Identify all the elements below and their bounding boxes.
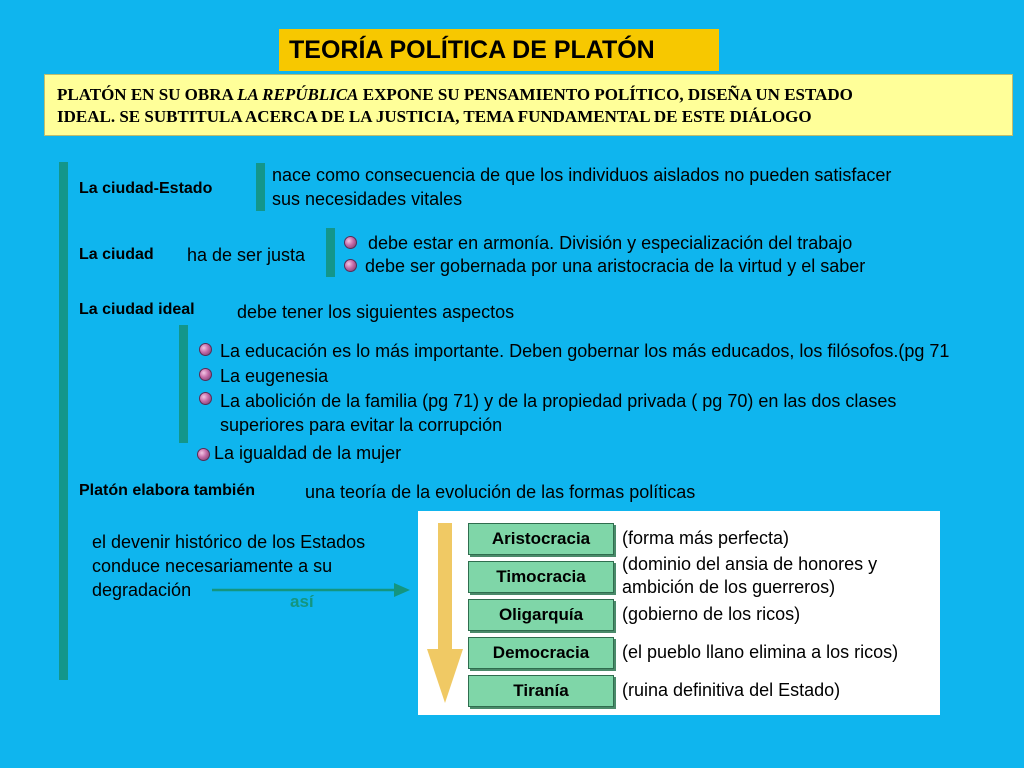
down-arrow-icon <box>426 523 466 705</box>
aspect-3: La abolición de la familia (pg 71) y de la propiedad privada ( pg 70) en las dos clases <box>220 391 897 411</box>
ciudad-ideal-label: La ciudad ideal <box>79 301 195 318</box>
bullet-icon <box>344 236 357 249</box>
aspect-igualdad: La igualdad de la mujer <box>214 443 402 463</box>
devenir-line-3: degradación <box>92 580 192 600</box>
ciudad-ideal-bar <box>179 325 188 443</box>
main-vertical-bar <box>59 162 68 680</box>
bullet-icon <box>344 259 357 272</box>
ciudad-estado-line-1: nace como consecuencia de que los individuos aislados no pueden satisfacer <box>272 165 892 185</box>
stage-tirania: Tiranía <box>468 675 614 707</box>
ciudad-bar <box>326 228 335 277</box>
aspect-2: La eugenesia <box>220 366 329 386</box>
stage-desc-timocracia: (dominio del ansia de honores y <box>622 554 878 574</box>
devenir-line-1: el devenir histórico de los Estados <box>92 532 366 552</box>
page-title: TEORÍA POLÍTICA DE PLATÓN <box>279 29 719 71</box>
stage-desc-democracia: (el pueblo llano elimina a los ricos) <box>622 642 899 662</box>
ciudad-estado-bar <box>256 163 265 211</box>
ciudad-estado-line-2: sus necesidades vitales <box>272 189 463 209</box>
stage-oligarquia: Oligarquía <box>468 599 614 631</box>
arrow-label: así <box>290 592 314 611</box>
forms-panel <box>418 511 940 715</box>
stage-desc-aristocracia: (forma más perfecta) <box>622 528 790 548</box>
ciudad-label: La ciudad <box>79 246 154 263</box>
intro-line-1: PLATÓN EN SU OBRA LA REPÚBLICA EXPONE SU PENSAMIENTO POLÍTICO, DISEÑA UN ESTADO <box>57 85 853 104</box>
stage-desc-oligarquia: (gobierno de los ricos) <box>622 604 801 624</box>
ciudad-bullet-1: debe estar en armonía. División y especialización del trabajo <box>368 233 853 253</box>
ciudad-verb: ha de ser justa <box>187 245 306 265</box>
elabora-text: una teoría de la evolución de las formas políticas <box>305 482 696 502</box>
bullet-icon <box>199 368 212 381</box>
ciudad-bullet-2: debe ser gobernada por una aristocracia de la virtud y el saber <box>365 256 866 276</box>
elabora-label: Platón elabora también <box>79 482 256 499</box>
ciudad-ideal-text: debe tener los siguientes aspectos <box>237 302 515 322</box>
stage-democracia: Democracia <box>468 637 614 669</box>
stage-desc-tirania: (ruina definitiva del Estado) <box>622 680 841 700</box>
intro-line-2: IDEAL. SE SUBTITULA ACERCA DE LA JUSTICIA, TEMA FUNDAMENTAL DE ESTE DIÁLOGO <box>57 107 812 126</box>
devenir-line-2: conduce necesariamente a su <box>92 556 333 576</box>
aspect-1: La educación es lo más importante. Deben gobernar los más educados, los filósofos.(pg 71 <box>220 341 950 361</box>
aspect-3-cont: superiores para evitar la corrupción <box>220 415 503 435</box>
stage-desc-timocracia-cont: ambición de los guerreros) <box>622 577 836 597</box>
bullet-icon <box>197 448 210 461</box>
ciudad-estado-label: La ciudad-Estado <box>79 180 213 197</box>
intro-box <box>44 74 1013 136</box>
bullet-icon <box>199 343 212 356</box>
bullet-icon <box>199 392 212 405</box>
stage-timocracia: Timocracia <box>468 561 614 593</box>
work-title: LA REPÚBLICA <box>237 85 359 104</box>
stage-aristocracia: Aristocracia <box>468 523 614 555</box>
